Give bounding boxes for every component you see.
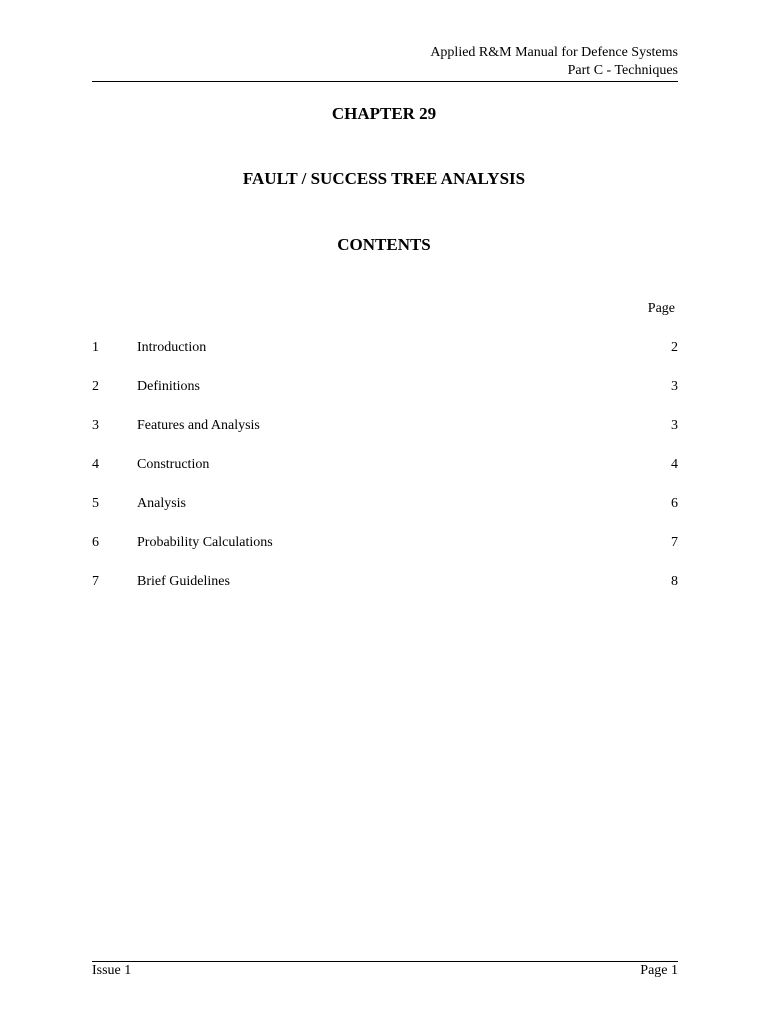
- toc-item-number: 2: [92, 379, 99, 394]
- footer-page-number: Page 1: [640, 963, 678, 978]
- toc-item[interactable]: [92, 495, 678, 534]
- toc-item[interactable]: [92, 339, 678, 378]
- contents-heading: CONTENTS: [337, 235, 431, 254]
- toc-item-page: 8: [671, 574, 678, 589]
- toc-page-column-label: Page: [647, 301, 675, 316]
- running-header: [92, 44, 678, 80]
- toc-item-title: Introduction: [137, 340, 207, 355]
- header-manual-title: Applied R&M Manual for Defence Systems: [430, 45, 678, 60]
- toc-item-number: 3: [92, 418, 99, 433]
- toc-item[interactable]: [92, 417, 678, 456]
- toc-item[interactable]: [92, 456, 678, 495]
- toc-item-number: 1: [92, 340, 99, 355]
- footer-issue: Issue 1: [92, 963, 132, 978]
- toc-item-page: 3: [671, 379, 678, 394]
- toc-item-number: 5: [92, 496, 99, 511]
- toc-item[interactable]: [92, 534, 678, 573]
- footer-divider: [92, 961, 678, 962]
- header-divider: [92, 81, 678, 82]
- toc-item-page: 7: [671, 535, 678, 550]
- toc-item-number: 7: [92, 574, 99, 589]
- toc-item-page: 3: [671, 418, 678, 433]
- table-of-contents: [92, 339, 678, 612]
- toc-item-number: 4: [92, 457, 99, 472]
- toc-item-title: Probability Calculations: [137, 535, 273, 550]
- toc-item[interactable]: [92, 378, 678, 417]
- toc-item-page: 2: [671, 340, 678, 355]
- header-part-title: Part C - Techniques: [567, 63, 678, 78]
- toc-item-title: Brief Guidelines: [137, 574, 230, 589]
- toc-item-title: Analysis: [137, 496, 186, 511]
- toc-item-title: Construction: [137, 457, 210, 472]
- toc-item-page: 6: [671, 496, 678, 511]
- toc-item-title: Features and Analysis: [137, 418, 260, 433]
- chapter-subject-heading: FAULT / SUCCESS TREE ANALYSIS: [242, 169, 526, 188]
- toc-item[interactable]: [92, 573, 678, 612]
- toc-item-page: 4: [671, 457, 678, 472]
- chapter-number-heading: CHAPTER 29: [331, 104, 437, 123]
- toc-item-number: 6: [92, 535, 99, 550]
- toc-item-title: Definitions: [137, 379, 200, 394]
